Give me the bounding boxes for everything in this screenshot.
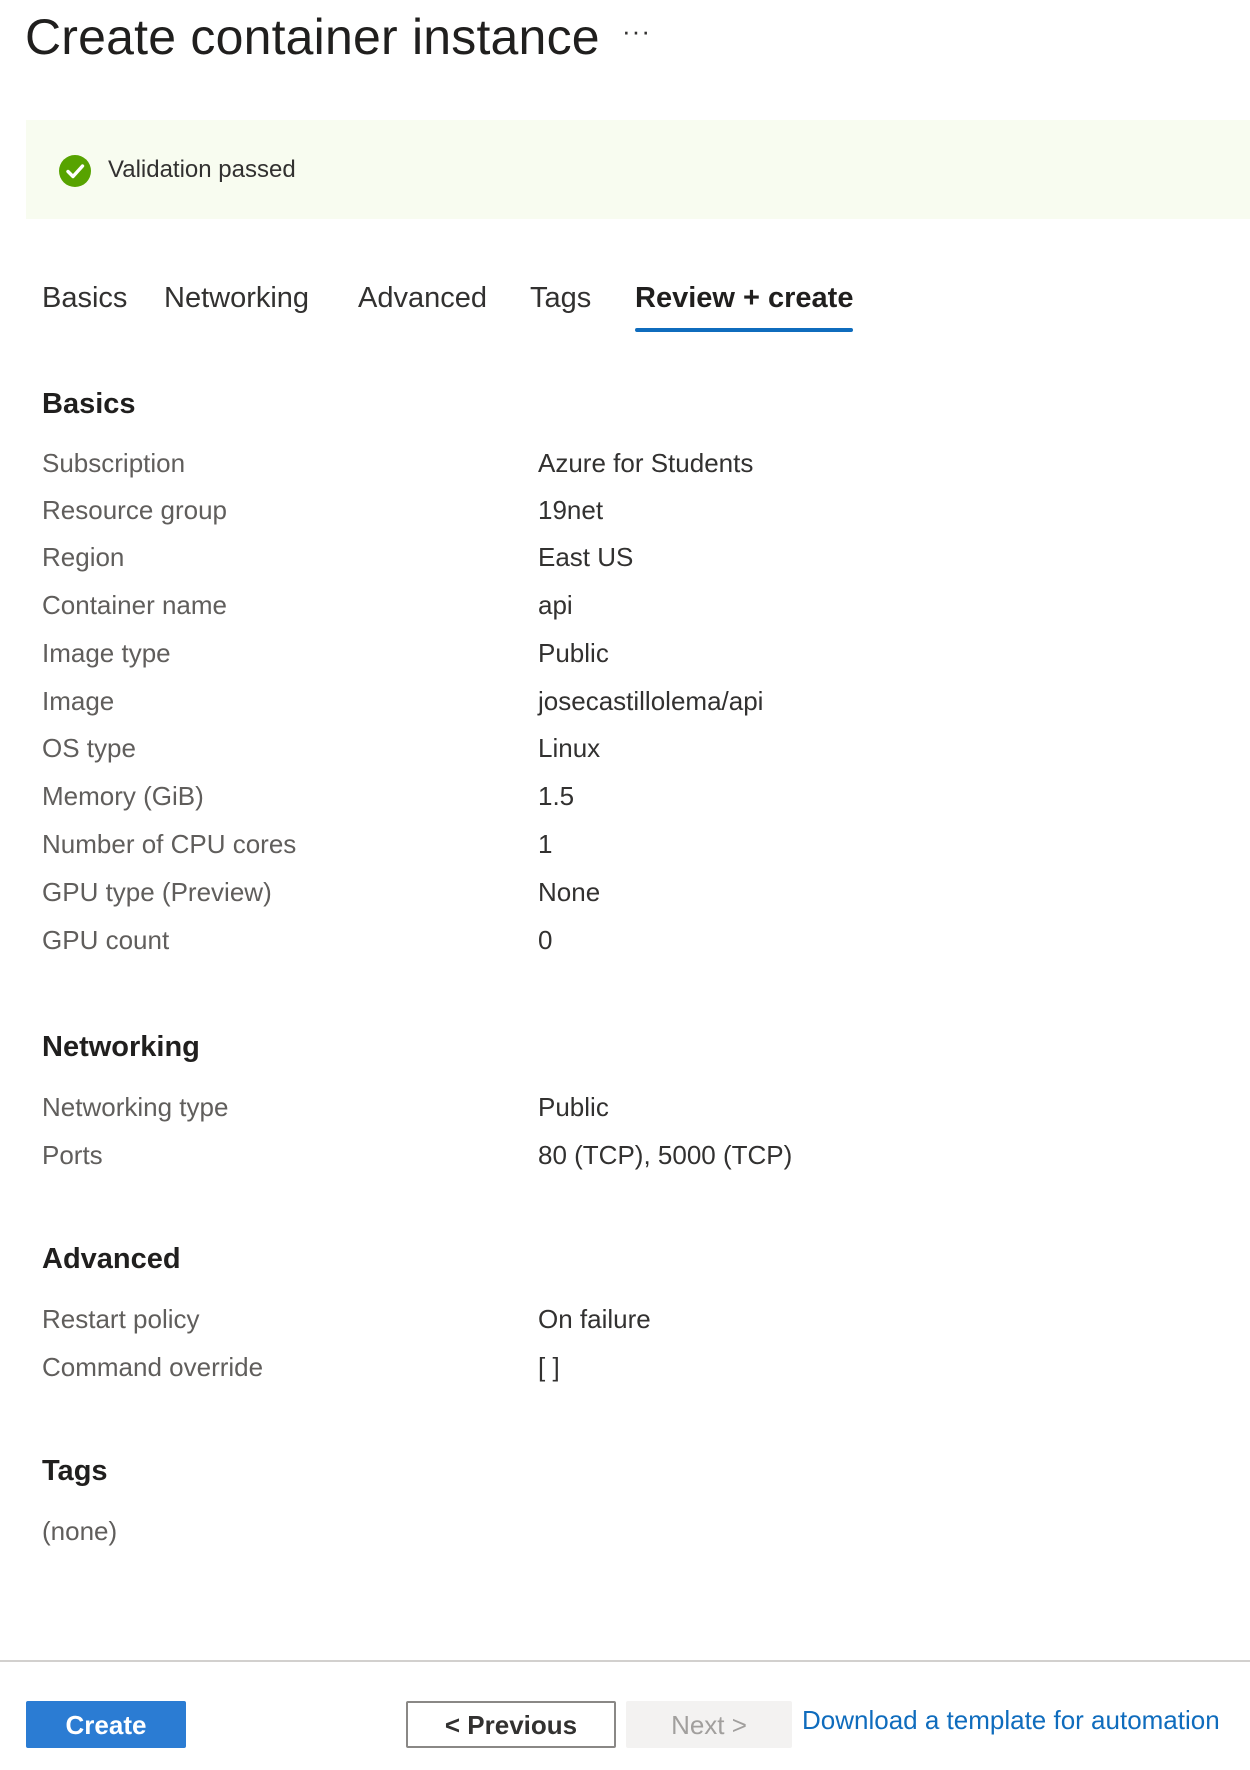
more-actions-icon[interactable]: ···	[622, 16, 651, 46]
summary-row	[42, 829, 1192, 869]
summary-row	[42, 733, 1192, 773]
summary-row	[42, 1092, 1192, 1132]
create-button[interactable]: Create	[26, 1701, 186, 1748]
row-label: Memory (GiB)	[42, 781, 204, 811]
summary-row	[42, 638, 1192, 678]
row-value: josecastillolema/api	[538, 686, 764, 716]
row-value: 0	[538, 925, 553, 955]
check-circle-icon	[59, 155, 91, 187]
row-label: Ports	[42, 1140, 103, 1170]
download-template-link[interactable]: Download a template for automation	[802, 1705, 1220, 1735]
summary-row	[42, 925, 1192, 965]
next-button[interactable]: Next >	[626, 1701, 792, 1748]
row-label: Image type	[42, 638, 171, 668]
row-value: East US	[538, 542, 634, 572]
previous-button[interactable]: < Previous	[406, 1701, 616, 1748]
summary-row	[42, 1140, 1192, 1180]
summary-row	[42, 542, 1192, 582]
tab-basics[interactable]: Basics	[42, 282, 128, 314]
row-value: Azure for Students	[538, 448, 754, 478]
summary-row	[42, 495, 1192, 535]
section-heading-basics: Basics	[42, 388, 136, 420]
row-value: 1.5	[538, 781, 575, 811]
validation-banner	[26, 120, 1250, 219]
summary-row	[42, 1352, 1192, 1392]
row-value: 80 (TCP), 5000 (TCP)	[538, 1140, 793, 1170]
summary-row	[42, 590, 1192, 630]
tab-networking[interactable]: Networking	[164, 282, 310, 314]
row-value: 1	[538, 829, 553, 859]
page-title: Create container instance	[25, 9, 600, 65]
row-label: OS type	[42, 733, 136, 763]
tags-none-text: (none)	[42, 1516, 118, 1546]
row-label: Subscription	[42, 448, 186, 478]
row-value: Linux	[538, 733, 601, 763]
section-heading-tags: Tags	[42, 1455, 108, 1487]
row-label: Command override	[42, 1352, 264, 1382]
row-label: Image	[42, 686, 115, 716]
row-value: Public	[538, 638, 609, 668]
section-heading-advanced: Advanced	[42, 1243, 181, 1275]
summary-row	[42, 1304, 1192, 1344]
tab-advanced[interactable]: Advanced	[358, 282, 487, 314]
row-value: [ ]	[538, 1352, 560, 1382]
row-label: Networking type	[42, 1092, 229, 1122]
row-label: Container name	[42, 590, 227, 620]
summary-row	[42, 448, 1192, 488]
summary-row	[42, 781, 1192, 821]
row-value: api	[538, 590, 573, 620]
row-value: None	[538, 877, 601, 907]
footer-divider	[0, 1660, 1250, 1662]
tab-review-create[interactable]: Review + create	[635, 278, 853, 330]
summary-row	[42, 877, 1192, 917]
row-label: Region	[42, 542, 125, 572]
tab-tags[interactable]: Tags	[530, 282, 592, 314]
summary-row	[42, 686, 1192, 726]
row-label: Restart policy	[42, 1304, 200, 1334]
row-label: GPU count	[42, 925, 170, 955]
row-label: Number of CPU cores	[42, 829, 297, 859]
row-value: 19net	[538, 495, 604, 525]
row-value: On failure	[538, 1304, 651, 1334]
row-label: GPU type (Preview)	[42, 877, 272, 907]
section-heading-networking: Networking	[42, 1031, 200, 1063]
validation-message: Validation passed	[108, 156, 296, 183]
row-label: Resource group	[42, 495, 227, 525]
row-value: Public	[538, 1092, 609, 1122]
